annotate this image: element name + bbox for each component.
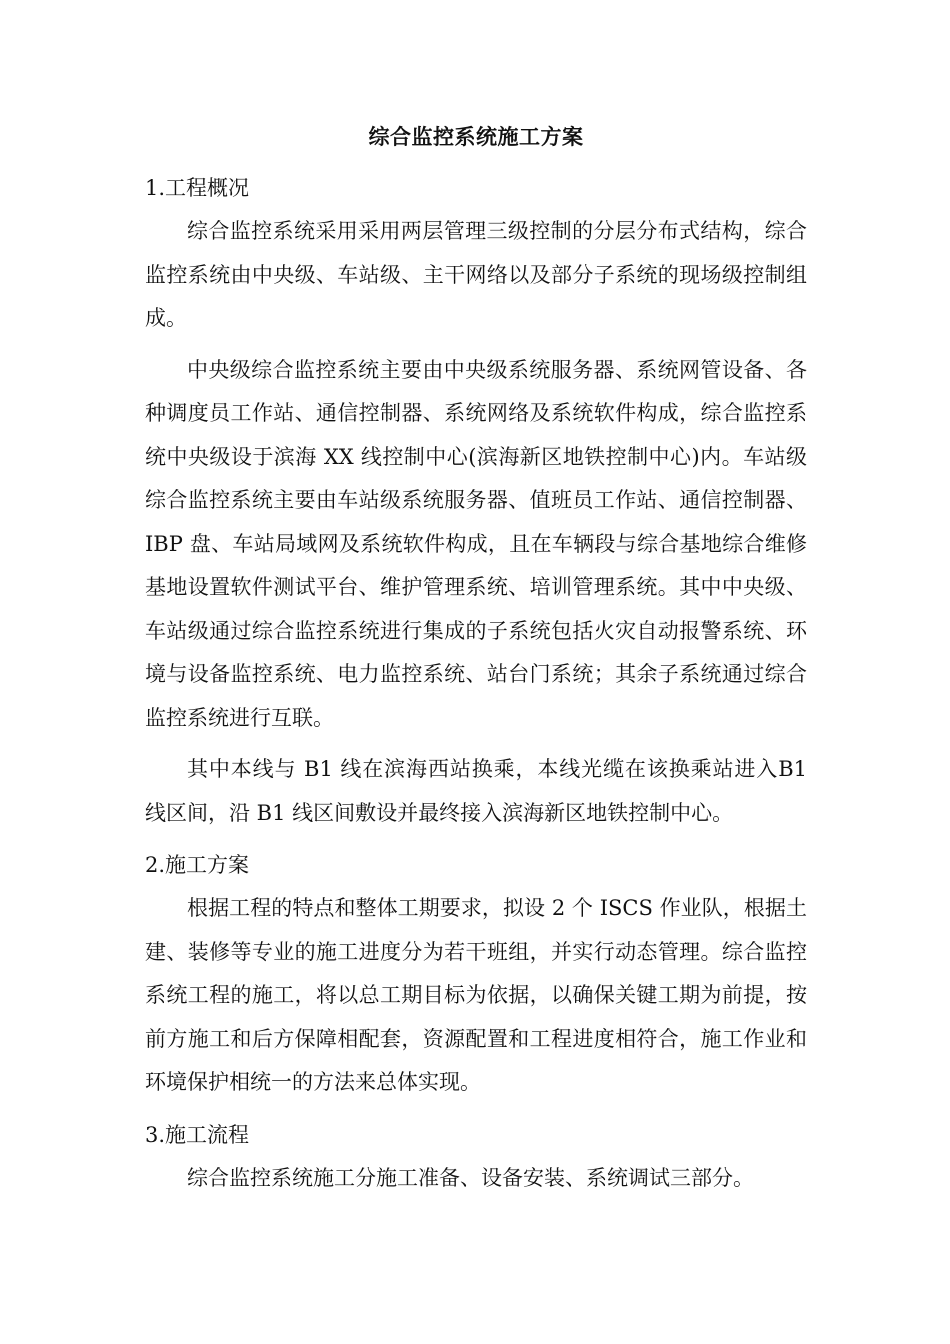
section-heading: 3.施工流程: [145, 1122, 250, 1147]
section-project-overview: [145, 166, 807, 835]
document-title: 综合监控系统施工方案: [368, 124, 584, 149]
paragraph: 根据工程的特点和整体工期要求，拟设 2 个 ISCS 作业队，根据土建、装修等专业的施工进度分为若干班组，并实行动态管理。综合监控系统工程的施工，将以总工期目标为依据，以确保关键工期为前提，按前方施工和后方保障相配套，资源配置和工程进度相符合，施工作业和环境保护相统一的方法来总体实现。: [145, 896, 807, 1094]
document-page: [145, 118, 807, 1208]
section-heading: 1.工程概况: [145, 176, 250, 200]
paragraph: 综合监控系统采用采用两层管理三级控制的分层分布式结构，综合监控系统由中央级、车站级、主干网络以及部分子系统的现场级控制组成。: [145, 219, 807, 330]
section-heading: 2.施工方案: [145, 853, 250, 877]
paragraph: 其中本线与 B1 线在滨海西站换乘，本线光缆在该换乘站进入B1 线区间，沿 B1 线区间敷设并最终接入滨海新区地铁控制中心。: [145, 757, 807, 825]
section-construction-process: [145, 1113, 807, 1201]
paragraph: 中央级综合监控系统主要由中央级系统服务器、系统网管设备、各种调度员工作站、通信控制器、系统网络及系统软件构成，综合监控系统中央级设于滨海 XX 线控制中心(滨海新区地铁控制中心)内。车站级综合监控系统主要由车站级系统服务器、值班员工作站、通信控制器、IBP 盘、车站局域网及系统软件构成，且在车辆段与综合基地综合维修基地设置软件测试平台、维护管理系统、培训管理系统。其中中央级、车站级通过综合监控系统进行集成的子系统包括火灾自动报警系统、环境与设备监控系统、电力监控系统、站台门系统；其余子系统通过综合监控系统进行互联。: [145, 357, 807, 730]
section-construction-plan: [145, 843, 807, 1105]
paragraph: 综合监控系统施工分施工准备、设备安装、系统调试三部分。: [187, 1165, 754, 1190]
